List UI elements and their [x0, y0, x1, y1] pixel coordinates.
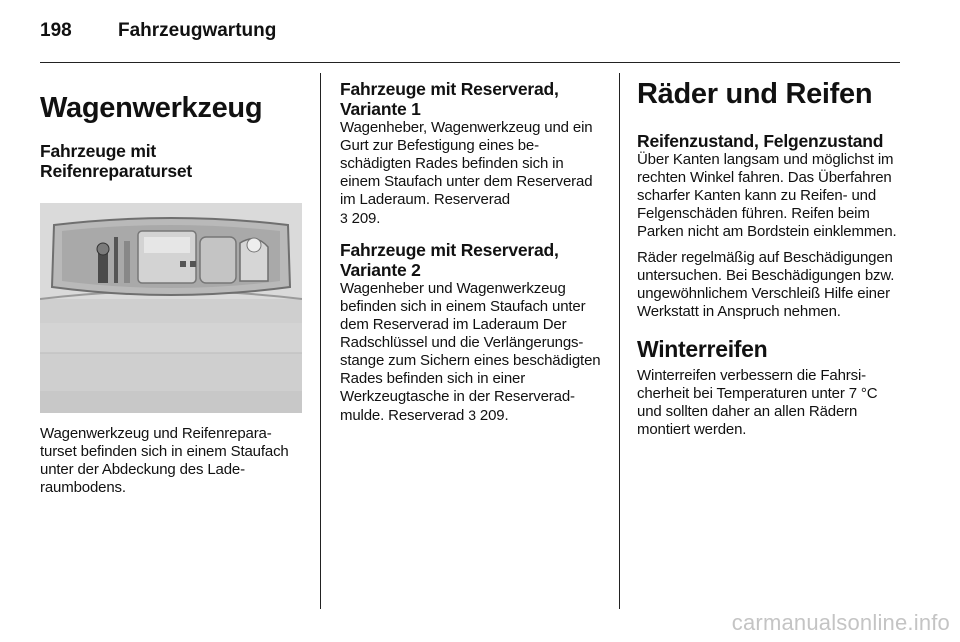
- section-title-variante2-line2: Variante 2: [340, 260, 421, 280]
- paragraph-variante2-text: Wagenheber und Wagenwerkzeug befinden sich in einem Staufach unter dem Reserverad im Laderaum Der Radschlüssel und die Verlängerungsstange zum Sichern eines beschädigten Rades befinden sich in einer Werkzeugtasche in der Reserveradmulde. Reserverad: [340, 280, 601, 424]
- column-1: [40, 73, 302, 497]
- column-divider-2: [619, 73, 620, 609]
- paragraph-variante1-text: Wagenheber, Wagenwerkzeug und ein Gurt zur Befestigung eines beschädigten Rades befinden sich in einem Staufach unter dem Reserverad im Laderaum. Reserverad: [340, 119, 593, 208]
- header-rule: [40, 62, 900, 63]
- cross-reference-page: 209.: [351, 210, 381, 227]
- cross-reference-page: 209.: [479, 407, 509, 424]
- section-title-wagenwerkzeug: Wagenwerkzeug: [40, 92, 263, 124]
- subsection-title-line2: Reifenreparaturset: [40, 161, 193, 181]
- page-number: 198: [40, 20, 72, 41]
- paragraph-variante1: [340, 119, 604, 228]
- paragraph-reifenzustand-1: Über Kanten langsam und möglichst im rechten Winkel fahren. Das Überfahren scharfer Kanten kann zu Reifen- und Felgenschäden führen. Reifen beim Parken nicht am Bordstein einklemmen.: [637, 151, 897, 240]
- cross-reference-arrow-icon: 3: [468, 407, 476, 423]
- subsection-title-winterreifen: Winterreifen: [637, 336, 768, 362]
- subsection-title-reifenzustand: Reifenzustand, Felgenzustand: [637, 131, 884, 151]
- column-divider-1: [320, 73, 321, 609]
- running-title: Fahrzeugwartung: [118, 20, 277, 41]
- paragraph-variante2: [340, 280, 604, 425]
- paragraph-winterreifen: Winterreifen verbessern die Fahrsicherheit bei Temperaturen unter 7 °C und sollten daher an allen Rädern montiert werden.: [637, 367, 878, 438]
- section-title-variante1-line2: Variante 1: [340, 99, 421, 119]
- column-2: [340, 73, 604, 425]
- caption-text: Wagenwerkzeug und Reifenreparaturset befinden sich in einem Staufach unter der Abdeckung des Laderaumbodens.: [40, 425, 289, 496]
- paragraph-reifenzustand-2: Räder regelmäßig auf Beschädigungen untersuchen. Bei Beschädigungen bzw. ungewöhnlichem Verschleiß Hilfe einer Werkstatt in Anspruch nehmen.: [637, 249, 895, 320]
- cross-reference-arrow-icon: 3: [340, 210, 348, 226]
- column-3: [637, 73, 903, 439]
- section-title-variante1-line1: Fahrzeuge mit Reserverad,: [340, 79, 559, 99]
- trunk-tool-kit-photo: [40, 203, 302, 413]
- watermark: carmanualsonline.info: [731, 610, 950, 635]
- section-title-raeder-und-reifen: Räder und Reifen: [637, 78, 873, 110]
- subsection-title-line1: Fahrzeuge mit: [40, 141, 157, 161]
- section-title-variante2-line1: Fahrzeuge mit Reserverad,: [340, 240, 559, 260]
